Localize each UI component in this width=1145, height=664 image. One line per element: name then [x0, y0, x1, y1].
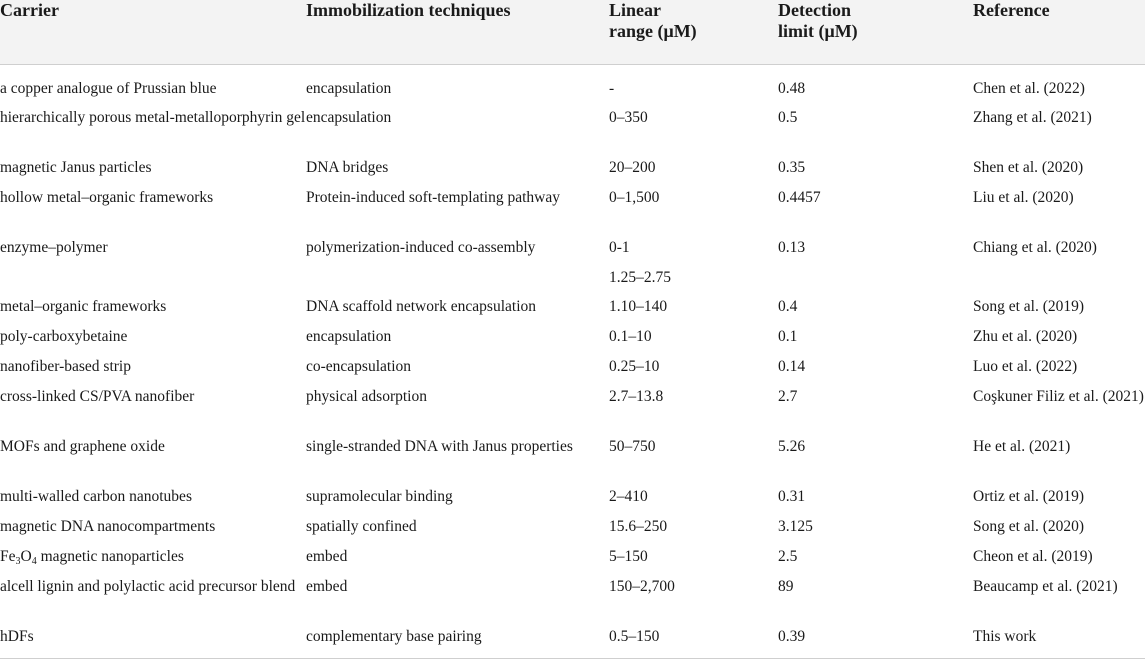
cell-reference: This work	[973, 628, 1037, 645]
table-row	[0, 149, 1145, 179]
header-carrier: Carrier	[0, 0, 306, 65]
header-linear-range: Linear range (μM)	[609, 0, 778, 65]
cell-reference: Song et al. (2019)	[973, 298, 1085, 315]
cell-range: 5–150	[609, 548, 648, 565]
formula-sub-3: 3	[15, 556, 21, 567]
cell-carrier: metal–organic frameworks	[0, 298, 167, 315]
cell-reference: Ortiz et al. (2019)	[973, 488, 1085, 505]
formula-rest: magnetic nanoparticles	[36, 548, 184, 565]
cell-limit: 0.35	[778, 159, 806, 176]
cell-technique: co-encapsulation	[306, 358, 412, 375]
cell-limit: 2.5	[778, 548, 798, 565]
cell-technique: embed	[306, 548, 348, 565]
cell-technique: physical adsorption	[306, 388, 427, 405]
cell-limit: 0.31	[778, 488, 806, 505]
cell-limit: 0.5	[778, 109, 798, 126]
table-body	[0, 65, 1145, 649]
table-row	[0, 179, 1145, 229]
cell-range: 0.25–10	[609, 358, 660, 375]
header-technique: Immobilization techniques	[306, 0, 609, 65]
cell-technique: complementary base pairing	[306, 628, 482, 645]
cell-carrier: enzyme–polymer	[0, 239, 108, 256]
cell-limit: 0.13	[778, 239, 806, 256]
cell-reference: Chen et al. (2022)	[973, 80, 1085, 97]
cell-reference: Luo et al. (2022)	[973, 358, 1078, 375]
cell-technique: spatially confined	[306, 518, 417, 535]
cell-limit: 2.7	[778, 388, 798, 405]
header-reference: Reference	[973, 0, 1145, 65]
table-row	[0, 65, 1145, 100]
cell-limit: 0.4	[778, 298, 798, 315]
cell-carrier: multi-walled carbon nanotubes	[0, 488, 192, 505]
cell-reference: Zhu et al. (2020)	[973, 328, 1078, 345]
cell-carrier: magnetic DNA nanocompartments	[0, 518, 216, 535]
cell-limit: 0.48	[778, 80, 806, 97]
cell-technique: supramolecular binding	[306, 488, 453, 505]
cell-reference: Coşkuner Filiz et al. (2021)	[973, 388, 1144, 405]
cell-reference: Beaucamp et al. (2021)	[973, 578, 1118, 595]
table-row	[0, 538, 1145, 568]
range-part-2: 1.25–2.75	[609, 269, 671, 286]
cell-carrier: cross-linked CS/PVA nanofiber	[0, 388, 195, 405]
cell-limit: 5.26	[778, 438, 806, 455]
table-row	[0, 428, 1145, 478]
cell-range: 1.10–140	[609, 298, 668, 315]
table-header	[0, 0, 1145, 65]
formula-o: O	[20, 548, 32, 565]
cell-technique: encapsulation	[306, 80, 392, 97]
table-row	[0, 478, 1145, 508]
cell-carrier: hierarchically porous metal-metalloporphyrin gel	[0, 109, 306, 126]
cell-limit: 0.4457	[778, 189, 821, 206]
cell-reference: Chiang et al. (2020)	[973, 239, 1097, 256]
cell-carrier: poly-carboxybetaine	[0, 328, 128, 345]
cell-reference: Shen et al. (2020)	[973, 159, 1084, 176]
table-row	[0, 568, 1145, 618]
table-row	[0, 348, 1145, 378]
table-bottom-rule	[0, 658, 1145, 659]
cell-technique: polymerization-induced co-assembly	[306, 239, 536, 256]
cell-carrier: MOFs and graphene oxide	[0, 438, 165, 455]
table-row	[0, 378, 1145, 428]
table-row	[0, 229, 1145, 288]
cell-limit: 0.1	[778, 328, 798, 345]
cell-technique: Protein-induced soft-templating pathway	[306, 189, 560, 206]
cell-limit: 0.39	[778, 628, 806, 645]
cell-carrier: alcell lignin and polylactic acid precursor blend	[0, 578, 296, 595]
range-part-1: 0-1	[609, 239, 630, 256]
cell-limit: 3.125	[778, 518, 813, 535]
cell-range	[609, 229, 778, 288]
table-row	[0, 318, 1145, 348]
header-detection-limit: Detection limit (μM)	[778, 0, 973, 65]
cell-technique: encapsulation	[306, 109, 392, 126]
table-row	[0, 288, 1145, 318]
cell-carrier: magnetic Janus particles	[0, 159, 152, 176]
cell-range: 0.1–10	[609, 328, 652, 345]
cell-range: 20–200	[609, 159, 656, 176]
cell-reference: He et al. (2021)	[973, 438, 1071, 455]
cell-reference: Song et al. (2020)	[973, 518, 1085, 535]
table-row	[0, 508, 1145, 538]
cell-range: 15.6–250	[609, 518, 668, 535]
formula-fe: Fe	[0, 548, 16, 565]
cell-range: -	[609, 80, 615, 97]
cell-technique: DNA bridges	[306, 159, 389, 176]
cell-reference: Cheon et al. (2019)	[973, 548, 1093, 565]
table-row	[0, 618, 1145, 648]
formula-sub-4: 4	[31, 556, 37, 567]
cell-range: 50–750	[609, 438, 656, 455]
cell-range: 150–2,700	[609, 578, 675, 595]
cell-carrier	[0, 538, 306, 568]
cell-range: 0.5–150	[609, 628, 660, 645]
cell-carrier: nanofiber-based strip	[0, 358, 131, 375]
cell-technique: encapsulation	[306, 328, 392, 345]
cell-range: 2–410	[609, 488, 648, 505]
table-row	[0, 99, 1145, 149]
cell-limit: 89	[778, 578, 794, 595]
cell-technique: DNA scaffold network encapsulation	[306, 298, 537, 315]
cell-technique: embed	[306, 578, 348, 595]
cell-range: 0–350	[609, 109, 648, 126]
cell-carrier: hDFs	[0, 628, 34, 645]
cell-reference: Zhang et al. (2021)	[973, 109, 1092, 126]
cell-range: 0–1,500	[609, 189, 660, 206]
cell-reference: Liu et al. (2020)	[973, 189, 1074, 206]
cell-carrier: hollow metal–organic frameworks	[0, 189, 214, 206]
cell-carrier: a copper analogue of Prussian blue	[0, 80, 217, 97]
cell-range: 2.7–13.8	[609, 388, 664, 405]
cell-technique: single-stranded DNA with Janus properties	[306, 438, 573, 455]
cell-limit: 0.14	[778, 358, 806, 375]
